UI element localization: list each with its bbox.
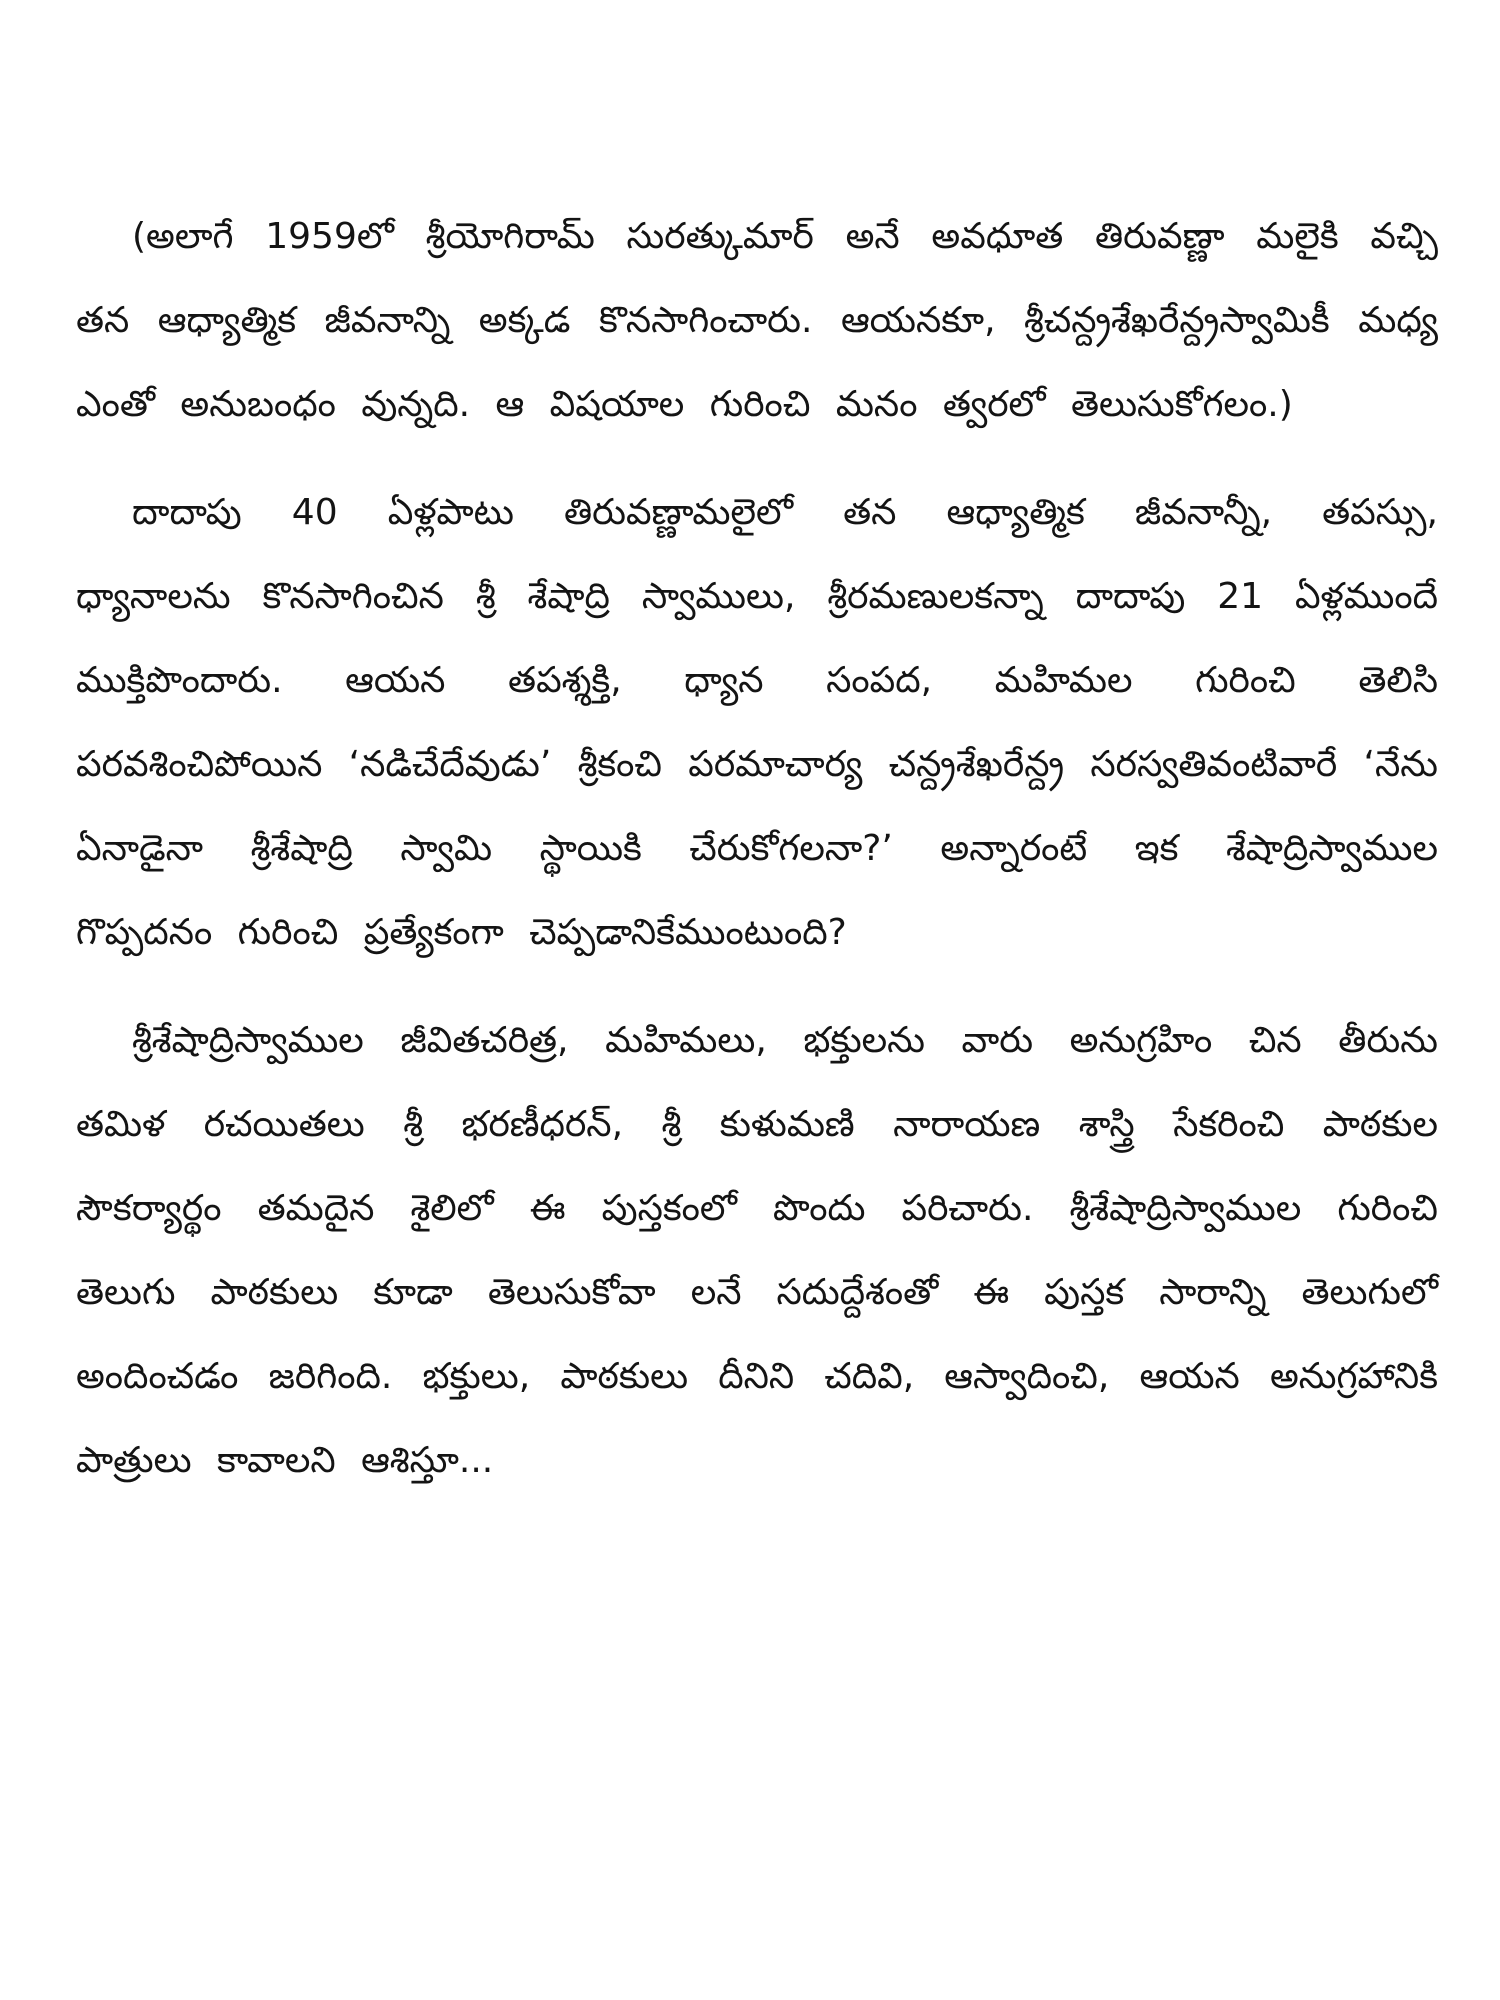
paragraph-book-purpose: శ్రీశేషాద్రిస్వాముల జీవితచరిత్ర, మహిమలు, భక్తులను వారు అనుగ్రహిం చిన తీరును తమిళ రచయితలు శ్రీ భరణీధరన్, శ్రీ కుళుమణి నారాయణ శాస్త్రి సేకరించి పాఠకుల సౌకర్యార్థం తమదైన శైలిలో ఈ పుస్తకంలో పొందు పరిచారు. శ్రీశేషాద్రిస్వాముల గురించి తెలుగు పాఠకులు కూడా తెలుసుకోవా లనే సదుద్దేశంతో ఈ పుస్తక సారాన్ని తెలుగులో అందించడం జరిగింది. భక్తులు, పాఠకులు దీనిని చదివి, ఆస్వాదించి, ఆయన అనుగ్రహానికి పాత్రులు కావాలని ఆశిస్తూ...: [76, 1020, 1438, 1481]
paragraph-intro-note: (అలాగే 1959లో శ్రీయోగిరామ్ సురత్కుమార్ అనే అవధూత తిరువణ్ణా మలైకి వచ్చి తన ఆధ్యాత్మిక జీవనాన్ని అక్కడ కొనసాగించారు. ఆయనకూ, శ్రీచన్ద్రశేఖరేన్ద్రస్వామికీ మధ్య ఎంతో అనుబంధం వున్నది. ఆ విషయాల గురించి మనం త్వరలో తెలుసుకోగలం.): [76, 216, 1438, 425]
body-text: [76, 195, 1438, 1503]
paragraph-seshadri-swami: దాదాపు 40 ఏళ్లపాటు తిరువణ్ణామలైలో తన ఆధ్యాత్మిక జీవనాన్నీ, తపస్సు, ధ్యానాలను కొనసాగించిన శ్రీ శేషాద్రి స్వాములు, శ్రీరమణులకన్నా దాదాపు 21 ఏళ్లముందే ముక్తిపొందారు. ఆయన తపశ్శక్తి, ధ్యాన సంపద, మహిమల గురించి తెలిసి పరవశించిపోయిన ‘నడిచేదేవుడు’ శ్రీకంచి పరమాచార్య చన్ద్రశేఖరేన్ద్ర సరస్వతివంటివారే ‘నేను ఏనాడైనా శ్రీశేషాద్రి స్వామి స్థాయికి చేరుకోగలనా?’ అన్నారంటే ఇక శేషాద్రిస్వాముల గొప్పదనం గురించి ప్రత్యేకంగా చెప్పడానికేముంటుంది?: [76, 492, 1438, 953]
